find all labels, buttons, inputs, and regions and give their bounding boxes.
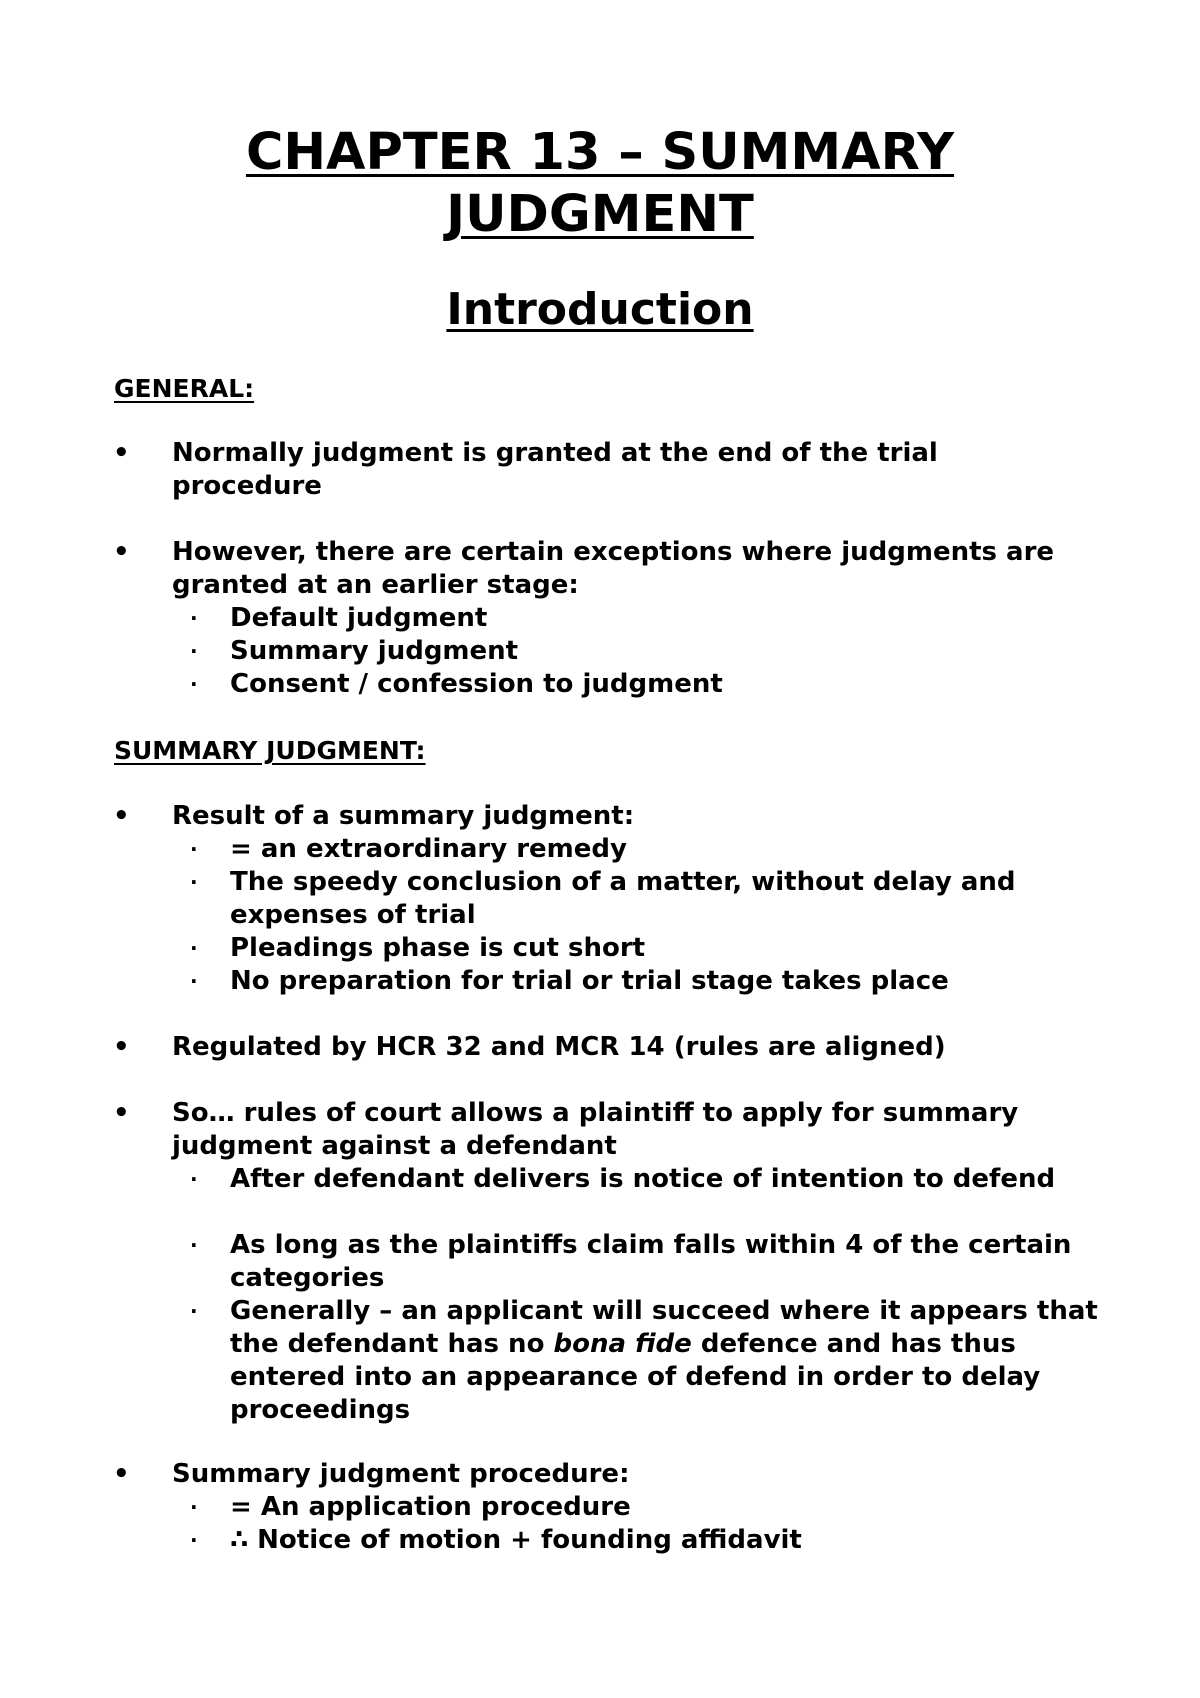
sub-bullet-text: Pleadings phase is cut short xyxy=(230,933,646,963)
bullet-item xyxy=(113,437,1093,503)
sub-bullet-text: ∴ Notice of motion + founding affidavit xyxy=(230,1525,802,1555)
sub-bullet-item xyxy=(190,1163,1110,1196)
sub-bullet-icon: · xyxy=(190,606,198,630)
sub-bullet-item xyxy=(190,1524,1110,1557)
sub-bullet-text: Default judgment xyxy=(230,603,488,633)
sub-bullet-item xyxy=(190,602,1110,635)
bullet-icon: • xyxy=(113,438,130,468)
bullet-text: Result of a summary judgment: xyxy=(172,801,635,831)
sub-bullet-item xyxy=(190,668,1110,701)
sub-bullet-item xyxy=(190,635,1110,668)
bullet-icon: • xyxy=(113,1032,130,1062)
bullet-icon: • xyxy=(113,537,130,567)
sub-bullet-text: = An application procedure xyxy=(230,1492,631,1522)
general-heading: GENERAL: xyxy=(114,374,255,403)
sub-bullet-icon: · xyxy=(190,870,198,894)
sub-bullet-text: The speedy conclusion of a matter, without delay and expenses of trial xyxy=(230,867,1016,930)
sub-bullet-icon: · xyxy=(190,1528,198,1552)
sub-bullet-text xyxy=(230,1295,1110,1427)
sub-bullet-icon: · xyxy=(190,837,198,861)
sub-bullet-icon: · xyxy=(190,639,198,663)
section-title: Introduction xyxy=(446,284,754,335)
bullet-text: Regulated by HCR 32 and MCR 14 (rules are aligned) xyxy=(172,1032,946,1062)
sub-bullet-text-part: defence and has thus entered into an appearance of defend in order to delay proceedings xyxy=(230,1329,1041,1425)
sub-bullet-item xyxy=(190,1229,1110,1295)
bullet-item xyxy=(113,800,1093,833)
bullet-item xyxy=(113,1097,1093,1163)
sub-bullet-text-part: Generally – an applicant will succeed where it appears that the defendant has no xyxy=(230,1296,1098,1359)
sub-bullet-icon: · xyxy=(190,672,198,696)
bullet-item xyxy=(113,1458,1093,1491)
bullet-icon: • xyxy=(113,1459,130,1489)
sub-bullet-text: = an extraordinary remedy xyxy=(230,834,627,864)
sub-bullet-item xyxy=(190,1491,1110,1524)
sub-bullet-item xyxy=(190,932,1110,965)
bullet-item xyxy=(113,536,1093,602)
sub-bullet-text: No preparation for trial or trial stage takes place xyxy=(230,966,949,996)
bullet-item xyxy=(113,1031,1093,1064)
bullet-text: Summary judgment procedure: xyxy=(172,1459,630,1489)
bullet-text: However, there are certain exceptions where judgments are granted at an earlier stage: xyxy=(172,537,1055,600)
sub-bullet-icon: · xyxy=(190,1299,198,1323)
sub-bullet-icon: · xyxy=(190,1233,198,1257)
sub-bullet-item xyxy=(190,1295,1110,1427)
sub-bullet-text: Summary judgment xyxy=(230,636,519,666)
emphasis-text: bona fide xyxy=(553,1329,692,1359)
bullet-icon: • xyxy=(113,801,130,831)
chapter-title-line2: JUDGMENT xyxy=(446,185,754,244)
sub-bullet-text: Consent / confession to judgment xyxy=(230,669,723,699)
sub-bullet-item xyxy=(190,965,1110,998)
summary-judgment-heading: SUMMARY JUDGMENT: xyxy=(114,736,426,765)
sub-bullet-text: After defendant delivers is notice of intention to defend xyxy=(230,1164,1056,1194)
bullet-text: So… rules of court allows a plaintiff to apply for summary judgment against a defendant xyxy=(172,1098,1019,1161)
chapter-title xyxy=(0,122,1200,246)
sub-bullet-item xyxy=(190,833,1110,866)
sub-bullet-item xyxy=(190,866,1110,932)
sub-bullet-icon: · xyxy=(190,969,198,993)
sub-bullet-icon: · xyxy=(190,936,198,960)
bullet-text: Normally judgment is granted at the end of the trial procedure xyxy=(172,438,938,501)
chapter-title-line1: CHAPTER 13 – SUMMARY xyxy=(245,123,955,182)
sub-bullet-icon: · xyxy=(190,1495,198,1519)
sub-bullet-icon: · xyxy=(190,1167,198,1191)
bullet-icon: • xyxy=(113,1098,130,1128)
sub-bullet-text: As long as the plaintiffs claim falls within 4 of the certain categories xyxy=(230,1230,1072,1293)
